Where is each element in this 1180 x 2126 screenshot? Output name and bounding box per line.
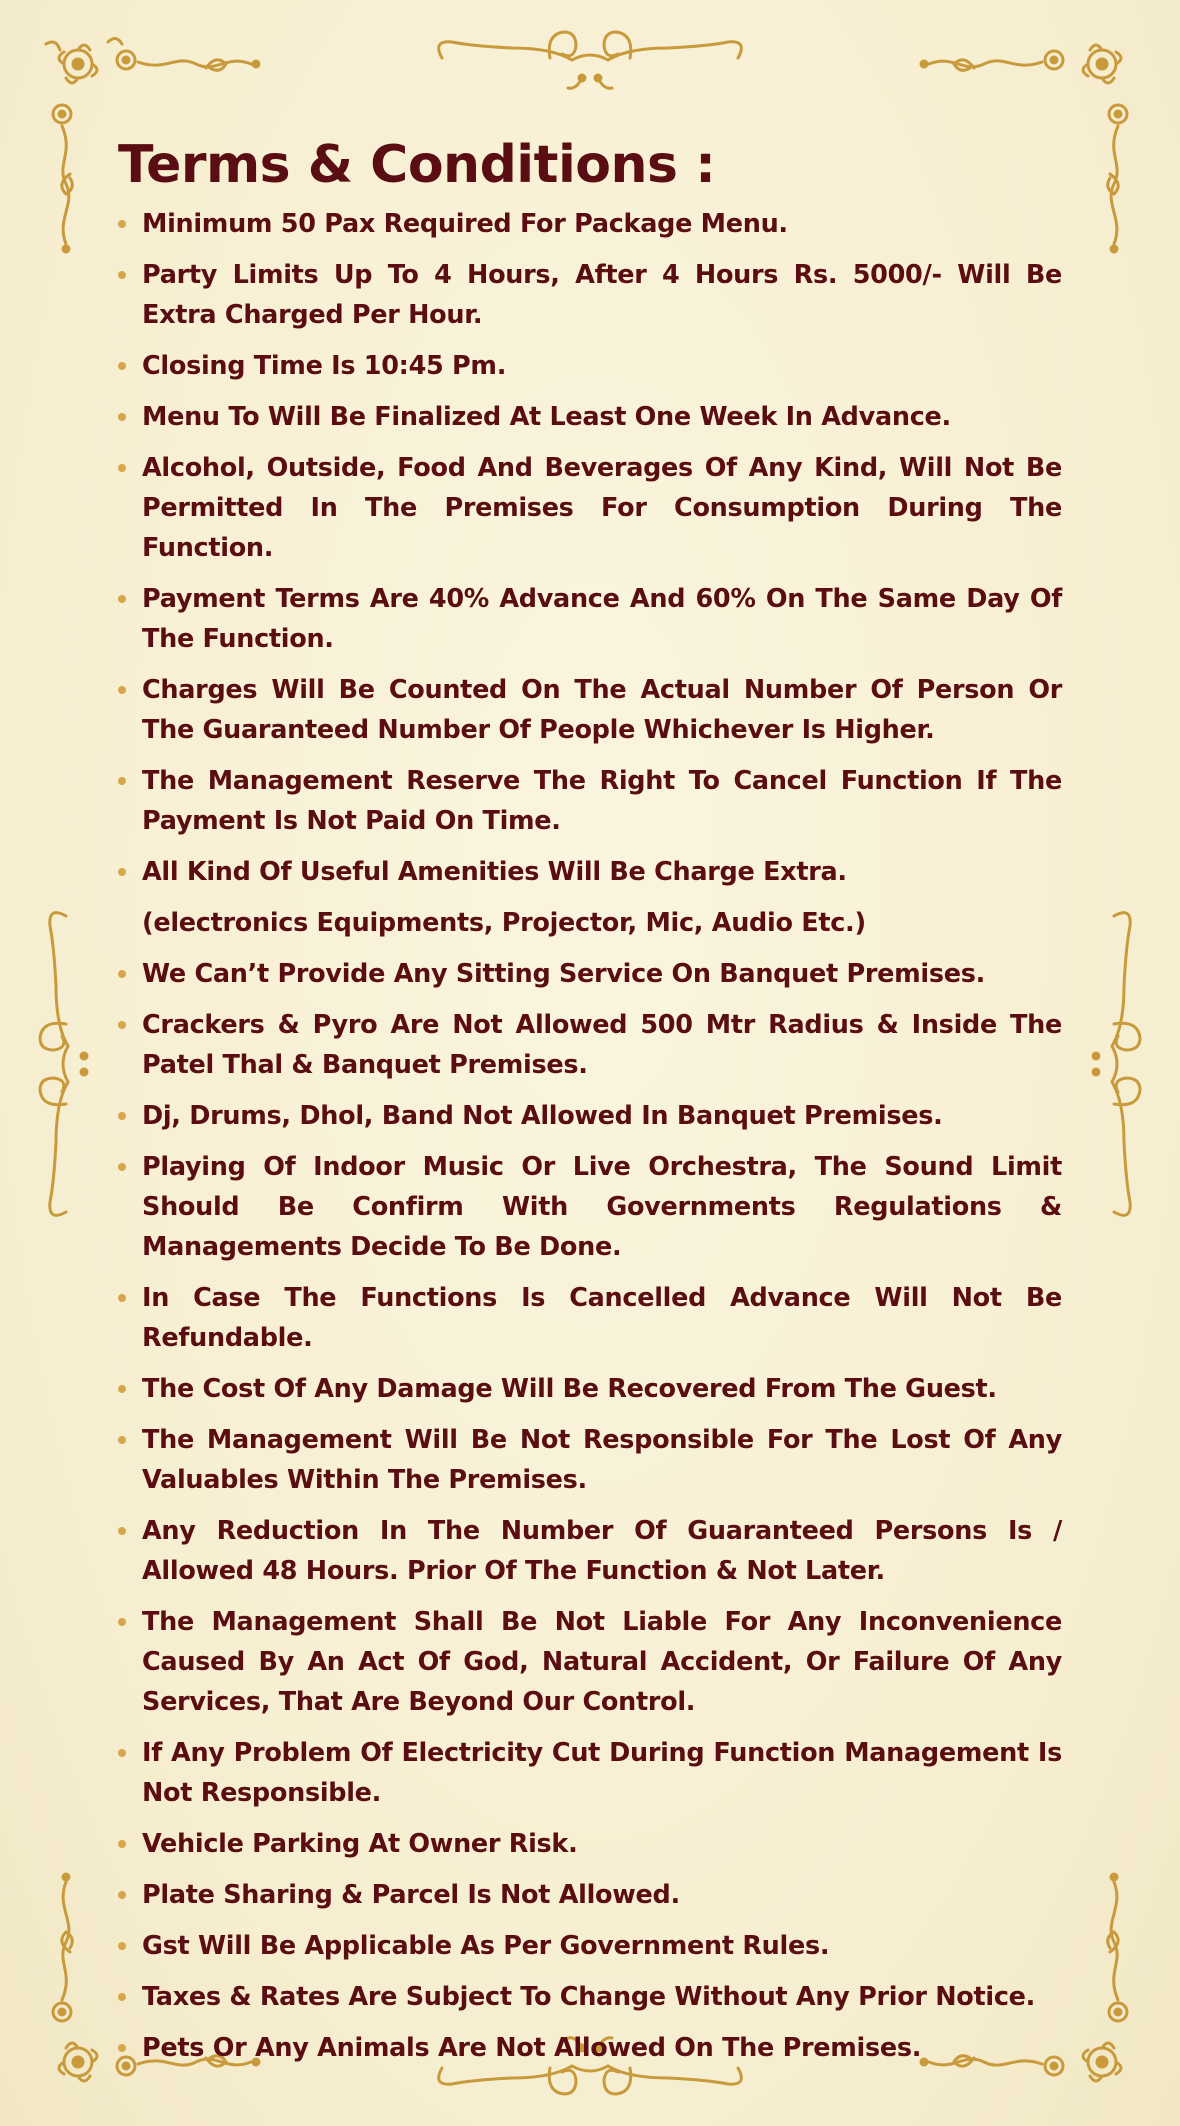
term-item: Any Reduction In The Number Of Guaranteed Persons Is / Allowed 48 Hours. Prior Of The Function & Not Later. [118, 1511, 1062, 1591]
term-item: Vehicle Parking At Owner Risk. [118, 1824, 1062, 1864]
term-note: (electronics Equipments, Projector, Mic, Audio Etc.) [142, 908, 866, 938]
term-item: Charges Will Be Counted On The Actual Number Of Person Or The Guaranteed Number Of People Whichever Is Higher. [118, 670, 1062, 750]
term-item: The Cost Of Any Damage Will Be Recovered From The Guest. [118, 1369, 1062, 1409]
term-item: Party Limits Up To 4 Hours, After 4 Hours Rs. 5000/- Will Be Extra Charged Per Hour. [118, 255, 1062, 335]
page-title: Terms & Conditions : [118, 135, 716, 195]
term-item: Closing Time Is 10:45 Pm. [118, 346, 1062, 386]
left-side-scroll-ornament [26, 906, 98, 1222]
term-item: Gst Will Be Applicable As Per Government Rules. [118, 1926, 1062, 1966]
term-item: Plate Sharing & Parcel Is Not Allowed. [118, 1875, 1062, 1915]
right-side-scroll-ornament [1082, 906, 1154, 1222]
term-item: Dj, Drums, Dhol, Band Not Allowed In Banquet Premises. [118, 1096, 1062, 1136]
term-item: The Management Reserve The Right To Cancel Function If The Payment Is Not Paid On Time. [118, 761, 1062, 841]
term-item: All Kind Of Useful Amenities Will Be Charge Extra. [118, 852, 1062, 892]
term-item: The Management Will Be Not Responsible For The Lost Of Any Valuables Within The Premises. [118, 1420, 1062, 1500]
term-item: Menu To Will Be Finalized At Least One Week In Advance. [118, 397, 1062, 437]
terms-content [118, 132, 1062, 2079]
term-item: Payment Terms Are 40% Advance And 60% On The Same Day Of The Function. [118, 579, 1062, 659]
top-center-scroll-ornament [432, 28, 748, 98]
term-item: Minimum 50 Pax Required For Package Menu. [118, 204, 1062, 244]
term-item: Crackers & Pyro Are Not Allowed 500 Mtr Radius & Inside The Patel Thal & Banquet Premises. [118, 1005, 1062, 1085]
term-item: We Can’t Provide Any Sitting Service On Banquet Premises. [118, 954, 1062, 994]
term-item: In Case The Functions Is Cancelled Advance Will Not Be Refundable. [118, 1278, 1062, 1358]
terms-list [118, 204, 1062, 2068]
term-item: Playing Of Indoor Music Or Live Orchestra, The Sound Limit Should Be Confirm With Governments Regulations & Managements Decide To Be Done. [118, 1147, 1062, 1267]
term-item: The Management Shall Be Not Liable For Any Inconvenience Caused By An Act Of God, Natural Accident, Or Failure Of Any Services, That Are Beyond Our Control. [118, 1602, 1062, 1722]
term-item: Taxes & Rates Are Subject To Change Without Any Prior Notice. [118, 1977, 1062, 2017]
term-item: Alcohol, Outside, Food And Beverages Of Any Kind, Will Not Be Permitted In The Premises For Consumption During The Function. [118, 448, 1062, 568]
term-item: Pets Or Any Animals Are Not Allowed On The Premises. [118, 2028, 1062, 2068]
term-item: If Any Problem Of Electricity Cut During Function Management Is Not Responsible. [118, 1733, 1062, 1813]
